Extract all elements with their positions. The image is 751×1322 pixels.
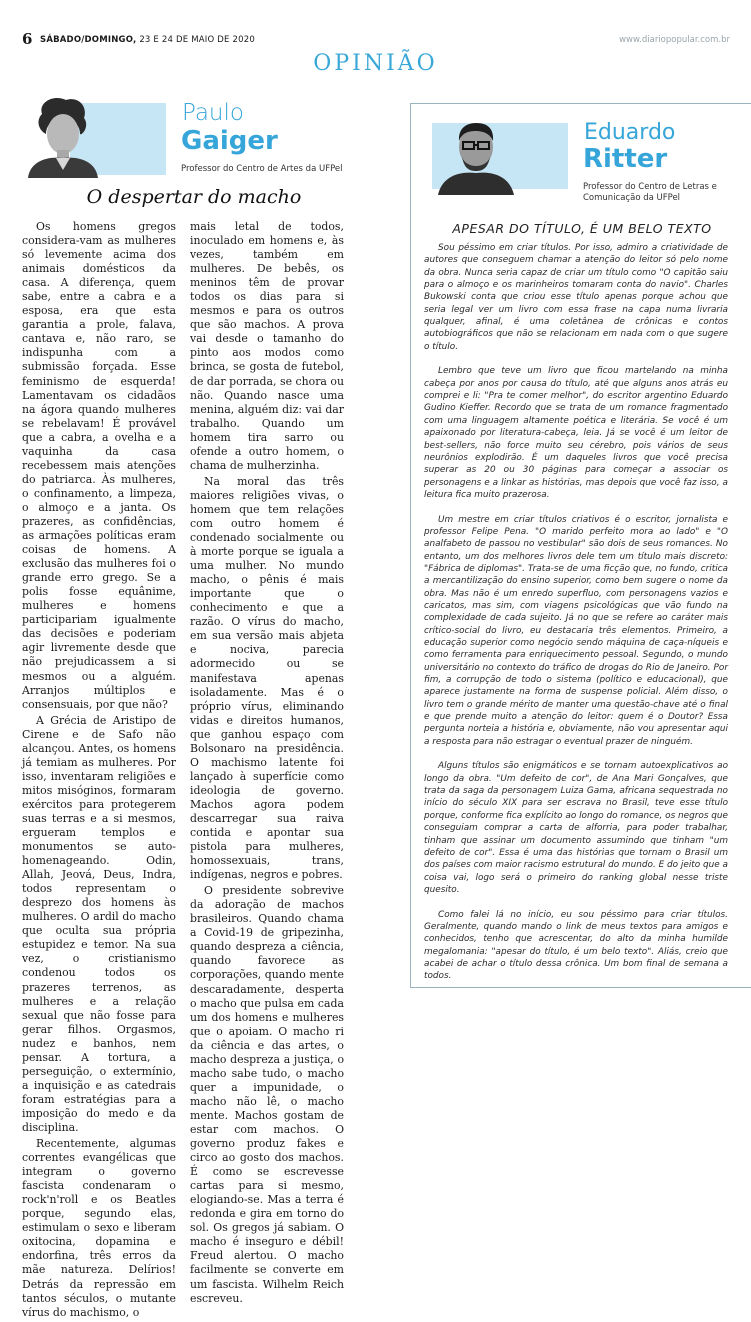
author-photo-gaiger <box>20 96 106 178</box>
date-weekday: SÁBADO/DOMINGO, <box>40 35 137 45</box>
author-last-name: Gaiger <box>181 126 278 156</box>
author-role: Professor do Centro de Artes da UFPel <box>181 164 343 174</box>
author-first-name: Paulo <box>182 100 244 126</box>
paragraph: Sou péssimo em criar títulos. Por isso, admiro a criatividade de autores que conseguem chamar a atenção do leitor só pelo nome da obra. Nunca seria capaz de criar um título como "O capitão saiu para o almoço e os marinheiros tomaram conta do navio". Charles Bukowski conta que criou esse título apenas porque achou que seria legal ver um livro com essa frase na capa numa livraria qualquer, afinal, é uma coletânea de crônicas e contos autobiográficos que não se relacionam em nada com o que sugere o título. <box>424 243 728 352</box>
article-title: APESAR DO TÍTULO, É UM BELO TEXTO <box>452 221 712 236</box>
page-number: 6 <box>22 30 33 48</box>
site-url: www.diariopopular.com.br <box>619 35 730 45</box>
author-role: Professor do Centro de Letras e Comunicação da UFPel <box>583 182 717 203</box>
paragraph: Recentemente, algumas correntes evangélicas que integram o governo fascista condenaram o rock'n'roll e os Beatles porque, segundo elas, estimulam o sexo e liberam oxitocina, dopamina e endorfina, três erros da mãe natureza. Delírios! Detrás da repressão em tantos séculos, o mutante vírus do machismo, o <box>22 1137 176 1319</box>
paragraph: Como falei lá no início, eu sou péssimo para criar títulos. Geralmente, quando mando o link de meus textos para amigos e conhecidos, tenho que acrescentar, do alto da minha humilde megalomania: "apesar do título, é um belo texto". Aliás, creio que acabei de achar o título dessa crônica. Um bom final de semana a todos. <box>424 909 728 982</box>
paragraph: Alguns títulos são enigmáticos e se tornam autoexplicativos ao longo da obra. "Um defeito de cor", de Ana Mari Gonçalves, que trata da saga da personagem Luiza Gama, africana sequestrada no início do século XIX para ser escrava no Brasil, teve esse título porque, conforme fica explícito ao longo do romance, os negros que conseguiam comprar a carta de alforria, para poder trabalhar, tinham que assinar um documento assumindo que tinham "um defeito de cor". Essa é uma das histórias que tornam o Brasil um dos países com maior racismo estrutural do mundo. E do jeito que a coisa vai, logo será o primeiro do ranking global nesse triste quesito. <box>424 761 728 895</box>
author-photo-ritter <box>432 115 520 195</box>
paragraph: mais letal de todos, inoculado em homens e, às vezes, também em mulheres. De bebês, os meninos têm de provar todos os dias para si mesmos e para os outros que são machos. A prova vai desde o tamanho do pinto aos modos como brinca, se gosta de futebol, de dar porrada, se chora ou não. Quando nasce uma menina, alguém diz: vai dar trabalho. Quando um homem tira sarro ou ofende a outro homem, o chama de mulherzinha. <box>190 220 344 472</box>
article-column-2 <box>190 220 344 1308</box>
sidebar-article-body <box>424 242 728 995</box>
paragraph: A Grécia de Aristipo de Cirene e de Safo não alcançou. Antes, os homens já temiam as mulheres. Por isso, inventaram religiões e mitos misóginos, formaram exércitos para protegerem suas terras e a si mesmos, ergueram templos e monumentos se auto-homenageando. Odin, Allah, Jeová, Deus, Indra, todos representam o desprezo dos homens às mulheres. O ardil do macho que oculta sua própria estupidez e temor. Na sua vez, o cristianismo condenou todos os prazeres terrenos, as mulheres e a relação sexual que não fosse para gerar filhos. Orgasmos, nudez e banhos, nem pensar. A tortura, a perseguição, o extermínio, a inquisição e as catedrais foram estratégias para a imposição do medo e da disciplina. <box>22 713 176 1134</box>
author-last-name: Ritter <box>583 144 668 174</box>
page-header <box>22 30 730 50</box>
article-title: O despertar do macho <box>86 186 302 208</box>
page-date <box>40 35 255 45</box>
article-column-1 <box>22 220 176 1322</box>
date-day: 23 E 24 DE MAIO DE 2020 <box>139 35 255 45</box>
paragraph: Um mestre em criar títulos criativos é o escritor, jornalista e professor Felipe Pena. "O marido perfeito mora ao lado" e "O analfabeto de passou no vestibular" são dois de seus romances. No entanto, um dos melhores livros dele tem um título mais discreto: "Fábrica de diplomas". Trata-se de uma ficção que, no fundo, critica a mercantilização do ensino superior, como bem sugere o nome da obra. Mas não é um enredo superfluo, com personagens vazios e caricatos, mas sim, com viagens psicológicas que vão fundo na complexidade de cada sujeito. Já no que se refere ao caráter mais crítico-social do livro, eu destacaria três elementos. Primeiro, a educação superior como negócio sendo máquina de caça-níqueis e como ferramenta para enriquecimento pessoal. Segundo, o mundo universitário no contexto do tráfico de drogas do Rio de Janeiro. Por fim, a corrupção de todo o sistema (político e educacional), que aparece justamente na forma de suspense policial. Além disso, o livro tem o grande mérito de manter uma questão-chave até o final e que prende muito a atenção do leitor: quem é o Doutor? Essa pergunta norteia a história e, obviamente, não vou apresentar aqui a resposta para não estragar o eventual prazer de ninguém. <box>424 514 728 747</box>
paragraph: Os homens gregos considera-vam as mulheres só levemente acima dos animais domésticos da casa. A diferença, quem sabe, entre a cabra e a esposa, era que esta garantia a prole, falava, cantava e, não raro, se indispunha com a submissão forçada. Esse feminismo de esquerda! Lamentavam os cidadãos na ágora quando mulheres se rebelavam! É provável que a cabra, a ovelha e a vaquinha da casa recebessem mais atenções do patriarca. Às mulheres, o confinamento, a limpeza, o almoço e a janta. Os prazeres, as confidências, as armações políticas eram coisas de homens. A exclusão das mulheres foi o grande erro grego. Se a polis fosse equânime, mulheres e homens participariam igualmente das decisões e poderiam agir livremente desde que não prejudicassem a si mesmos ou a alguém. Arranjos múltiplos e consensuais, por que não? <box>22 220 176 711</box>
paragraph: Lembro que teve um livro que ficou martelando na minha cabeça por anos por causa do título, até que alguns anos atrás eu comprei e li: "Pra te comer melhor", do escritor argentino Eduardo Gudino Kieffer. Recordo que se trata de um romance fragmentado com uma linguagem altamente poética e literária. Se você é um apaixonado por literatura-cabeça, leia. Já se você é um leitor de best-sellers, não force muito seu cérebro, pois vários de seus neurônios explodirão. É um daqueles livros que você precisa superar as 20 ou 30 páginas para começar a associar os personagens e a linkar as histórias, mas depois que você faz isso, a leitura fica muito prazerosa. <box>424 366 728 500</box>
paragraph: Na moral das três maiores religiões vivas, o homem que tem relações com outro homem é condenado socialmente ou à morte porque se iguala a uma mulher. No mundo macho, o pênis é mais importante que o conhecimento e que a razão. O vírus do macho, em sua versão mais abjeta e nociva, parecia adormecido ou se manifestava apenas isoladamente. Mas é o próprio vírus, eliminando vidas e direitos humanos, que ganhou espaço com Bolsonaro na presidência. O machismo latente foi lançado à superfície como ideologia de governo. Machos agora podem descarregar sua raiva contida e apontar sua pistola para mulheres, homossexuais, trans, indígenas, negros e pobres. <box>190 474 344 882</box>
section-title: OPINIÃO <box>313 51 438 76</box>
author-first-name: Eduardo <box>584 120 676 145</box>
paragraph: O presidente sobrevive da adoração de machos brasileiros. Quando chama a Covid-19 de gripezinha, quando despreza a ciência, quando favorece as corporações, quando mente descaradamente, desperta o macho que pulsa em cada um dos homens e mulheres que o apoiam. O macho ri da ciência e das artes, o macho despreza a justiça, o macho sabe tudo, o macho quer a impunidade, o macho não lê, o macho mente. Machos gostam de estar com machos. O governo produz fakes e circo ao gosto dos machos. É como se escrevesse cartas para si mesmo, elogiando-se. Mas a terra é redonda e gira em torno do sol. Os gregos já sabiam. O macho é inseguro e débil! Freud alertou. O macho facilmente se converte em um fascista. Wilhelm Reich escreveu. <box>190 884 344 1305</box>
